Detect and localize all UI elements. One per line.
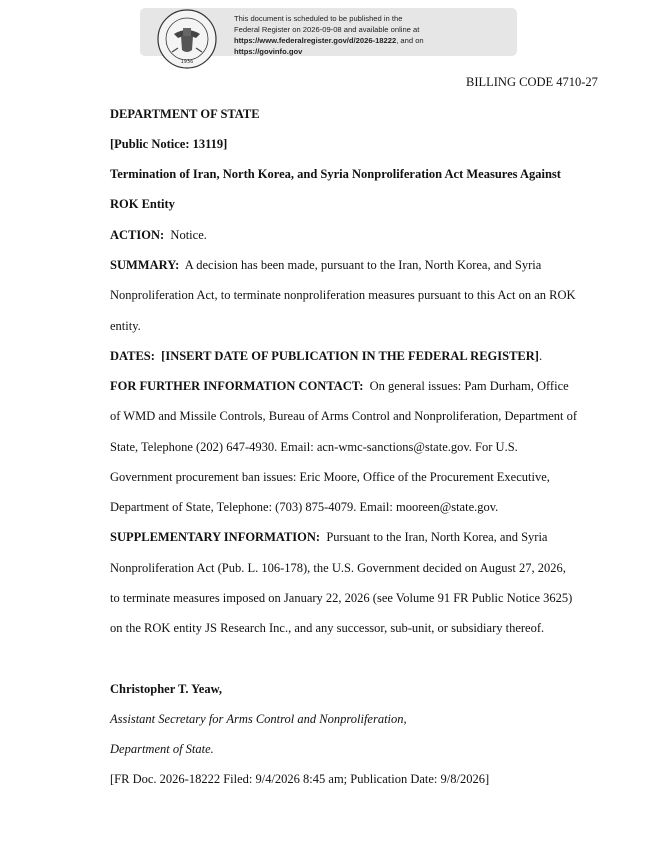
supplementary-line-2: Nonproliferation Act (Pub. L. 106-178), the U.S. Government decided on August 27, 2026, bbox=[110, 561, 566, 575]
title-line-1: Termination of Iran, North Korea, and Syria Nonproliferation Act Measures Against bbox=[110, 167, 561, 181]
federal-register-seal-icon bbox=[152, 8, 222, 70]
summary-line-3: entity. bbox=[110, 319, 141, 333]
signer-department: Department of State. bbox=[110, 742, 214, 756]
fr-doc-footer: [FR Doc. 2026-18222 Filed: 9/4/2026 8:45 am; Publication Date: 9/8/2026] bbox=[110, 772, 490, 786]
publication-banner bbox=[140, 8, 517, 65]
contact-line-1: FOR FURTHER INFORMATION CONTACT: On general issues: Pam Durham, Office bbox=[110, 379, 569, 393]
summary-line-2: Nonproliferation Act, to terminate nonproliferation measures pursuant to this Act on an ROK bbox=[110, 288, 576, 302]
contact-line-3: State, Telephone (202) 647-4930. Email: acn-wmc-sanctions@state.gov. For U.S. bbox=[110, 440, 518, 454]
contact-line-2: of WMD and Missile Controls, Bureau of Arms Control and Nonproliferation, Department of bbox=[110, 409, 578, 423]
banner-text bbox=[234, 13, 514, 57]
banner-line-4 bbox=[234, 46, 514, 57]
dates-section: DATES: [INSERT DATE OF PUBLICATION IN THE FEDERAL REGISTER]. bbox=[110, 349, 543, 363]
department-heading: DEPARTMENT OF STATE bbox=[110, 107, 260, 121]
action-section bbox=[110, 228, 207, 243]
supplementary-label: SUPPLEMENTARY INFORMATION: bbox=[110, 530, 321, 544]
summary-label: SUMMARY: bbox=[110, 258, 180, 272]
federal-register-link[interactable]: https://www.federalregister.gov/d/2026-18222 bbox=[234, 36, 397, 45]
summary-line-1: SUMMARY: A decision has been made, pursuant to the Iran, North Korea, and Syria bbox=[110, 258, 542, 272]
seal-year: 1936 bbox=[180, 59, 194, 65]
banner-line-1: This document is scheduled to be published in the bbox=[234, 14, 403, 23]
signer-name: Christopher T. Yeaw, bbox=[110, 682, 223, 696]
banner-line-2: Federal Register on 2026-09-08 and available online at bbox=[234, 25, 420, 34]
dates-label: DATES: bbox=[110, 349, 155, 363]
contact-line-4: Government procurement ban issues: Eric Moore, Office of the Procurement Executive, bbox=[110, 470, 550, 484]
title-line-2: ROK Entity bbox=[110, 197, 175, 211]
supplementary-line-3: to terminate measures imposed on January 22, 2026 (see Volume 91 FR Public Notice 3625) bbox=[110, 591, 573, 605]
contact-line-5: Department of State, Telephone: (703) 875-4079. Email: mooreen@state.gov. bbox=[110, 500, 499, 514]
govinfo-link[interactable]: https://govinfo.gov bbox=[234, 47, 303, 56]
action-label: ACTION: bbox=[110, 228, 165, 242]
signer-title: Assistant Secretary for Arms Control and Nonproliferation, bbox=[110, 712, 407, 726]
banner-line-3: https://www.federalregister.gov/d/2026-18222, and on bbox=[234, 36, 424, 45]
supplementary-line-1: SUPPLEMENTARY INFORMATION: Pursuant to the Iran, North Korea, and Syria bbox=[110, 530, 548, 544]
supplementary-line-4: on the ROK entity JS Research Inc., and any successor, sub-unit, or subsidiary thereof. bbox=[110, 621, 545, 635]
billing-code: BILLING CODE 4710-27 bbox=[466, 75, 598, 89]
dates-text: [INSERT DATE OF PUBLICATION IN THE FEDERAL REGISTER] bbox=[161, 349, 539, 363]
contact-label: FOR FURTHER INFORMATION CONTACT: bbox=[110, 379, 364, 393]
action-text: Notice. bbox=[170, 228, 207, 242]
public-notice-number: [Public Notice: 13119] bbox=[110, 137, 228, 151]
